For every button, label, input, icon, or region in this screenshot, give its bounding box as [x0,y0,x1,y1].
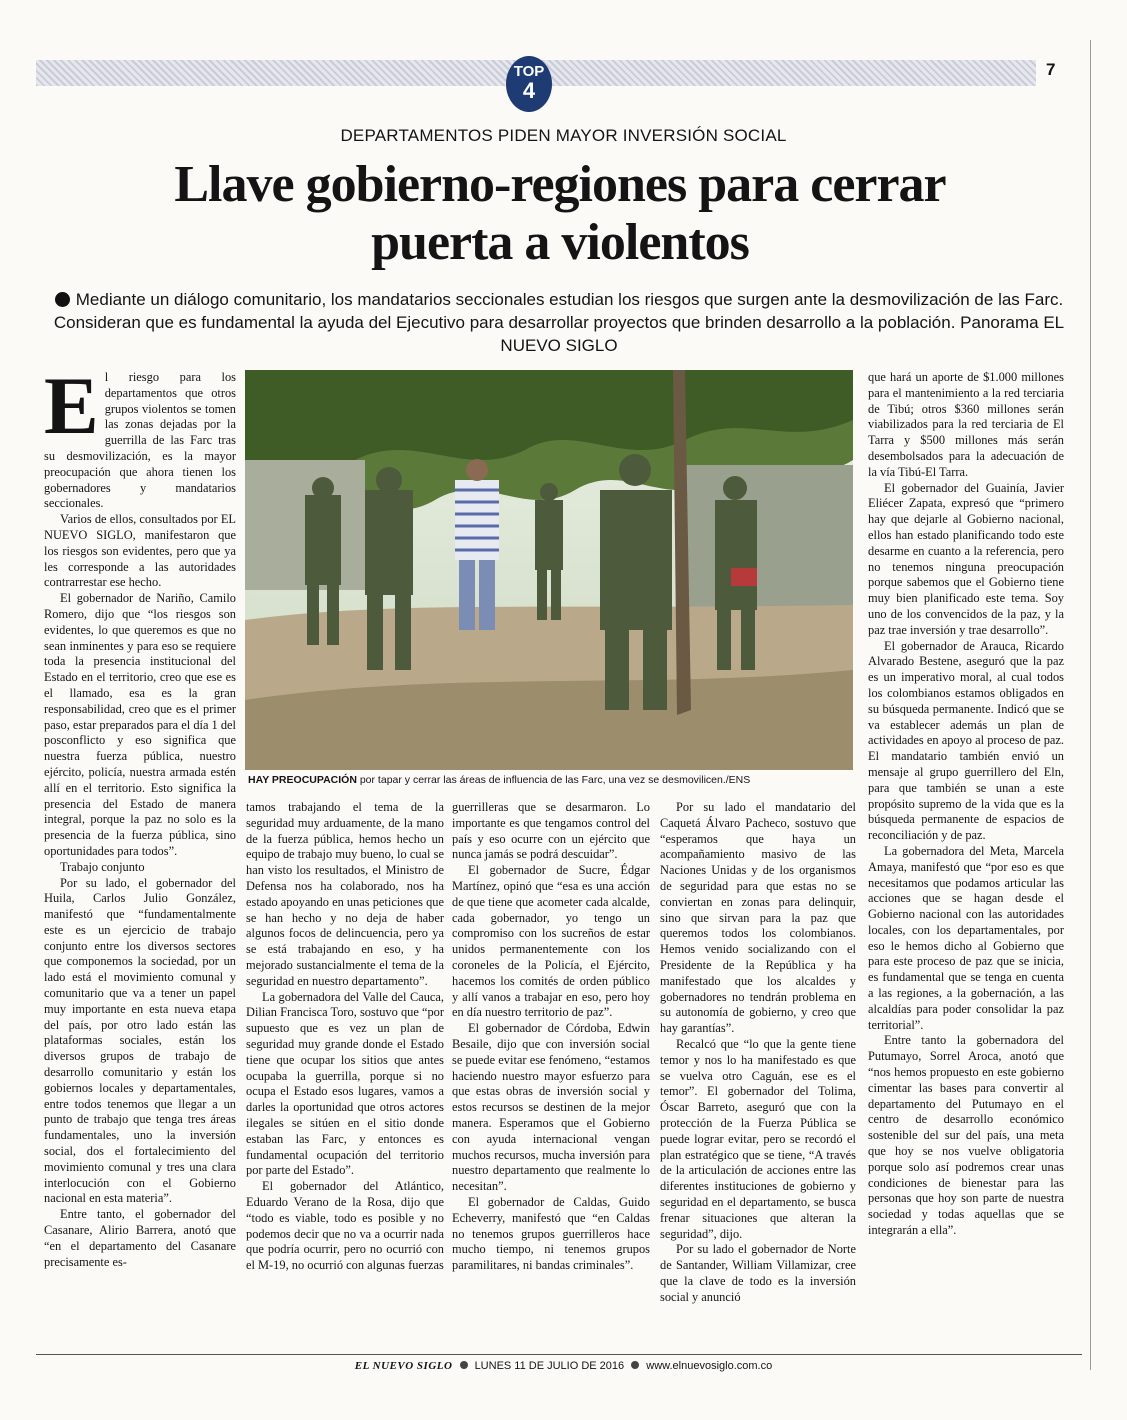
paragraph: Varios de ellos, consultados por EL NUEVO SIGLO, manifestaron que los riesgos son evidentes, pero que ya les corresponde a las autoridades contrarrestar ese hecho. [44,512,236,590]
paragraph: El gobernador del Atlántico, Eduardo Verano de la Rosa, dijo que “todo es viable, todo es posible y no podemos decir que no va a ocurrir nada que podría ocurrir, pero no ocurrió con el M-19, no ocurrió con algunas fuerzas [246,1179,444,1273]
dropcap: E [44,360,99,451]
deck [44,288,1074,357]
footer-date: LUNES 11 DE JULIO DE 2016 [474,1360,625,1372]
paragraph: El gobernador de Sucre, Édgar Martínez, opinó que “esa es una acción de que tiene que acometer cada alcalde, cada gobernador, yo tengo un compromiso con los sucreños de estar unidos permanentemente con los coroneles de la Policía, el Ejército, hacemos los comités de orden público y allí vanos a trabajar en eso, pero hoy en día nuestro territorio de paz”. [452,863,650,1020]
paragraph: El gobernador de Córdoba, Edwin Besaile, dijo que con inversión social se puede evitar ese fenómeno, “estamos haciendo nuestro mayor esfuerzo para que estas obras de inversión social y estos recursos se destinen de la mejor manera. Esperamos que el Gobierno con ayuda internacional vengan muchos recursos, mucha inversión para nuestro departamento que realmente lo necesitan”. [452,1021,650,1194]
paragraph [44,360,236,512]
column-3 [452,800,650,1274]
caption-text: por tapar y cerrar las áreas de influencia de las Farc, una vez se desmovilicen./ENS [356,774,751,786]
news-photo [245,370,853,770]
page-number: 7 [1046,60,1056,79]
paragraph: El gobernador de Nariño, Camilo Romero, dijo que “los riesgos son evidentes, lo que queremos es que no sean inminentes y para eso se requiere toda la presencia institucional del Estado en el territorio, creo que ese es el llamado, esa es la gran responsabilidad, creo que es el primer paso, estar preparados para el día 1 del posconflicto y eso significa que nuestra fuerza pública, nuestro ejército, policía, nuestra armada estén allí en el territorio. Esto significa la presencia del Estado de manera integral, porque la paz no solo es la presencia de la fuerza pública, sino oportunidades para todos”. [44,591,236,858]
badge-top-label: TOP [513,63,545,80]
caption-bold: HAY PREOCUPACIÓN [248,774,357,786]
top4-badge [506,56,552,112]
paragraph: La gobernadora del Valle del Cauca, Dilian Francisca Toro, sostuvo que “por supuesto que es vez un plan de seguridad muy grande donde el Estado tiene que ocupar los sitios que antes ocupaba la guerrilla, porque si no ocupa el Estado esos lugares, vamos a darles la oportunidad que otros actores ilegales se sitúen en el sitio donde estaban las Farc, y entonces es fundamental ocupación del territorio por parte del Estado”. [246,989,444,1178]
headline [60,156,1060,272]
paragraph: Recalcó que “lo que la gente tiene temor y nos lo ha manifestado es que se vuelva otro Caguán, ese es el temor”. El gobernador del Tolima, Óscar Barreto, aseguró que con la protección de la Fuerza Pública se puede lograr evitar, pero se recordó el plan estratégico que se tiene, “A través de la articulación de acciones entre las diferentes instituciones de gobierno y seguridad en el departamento, se busca frenar situaciones que alteran la seguridad”, dijo. [660,1036,856,1241]
badge-number: 4 [522,78,536,103]
paragraph: Por su lado, el gobernador del Huila, Carlos Julio González, manifestó que “fundamentalmente este es un ejercicio de trabajo conjunto entre los diversos sectores que componemos la sociedad, por un lado está el movimiento comunal y comunitario que va a tener un papel muy importante en esta nueva etapa del país, por otro lado están las plataformas sociales, están los diversos grupos de trabajo de desarrollo comunitario y están los gobiernos locales y departamentales, entre todos tenemos que llegar a un punto de trabajo que tenga tres áreas fundamentales, uno la inversión social, dos el fortalecimiento del movimiento comunal y tres una clara interlocución con el Gobierno nacional en esta materia”. [44,875,236,1206]
paragraph: El gobernador de Caldas, Guido Echeverry, manifestó que “en Caldas no tenemos grupos guerrilleros hace mucho tiempo, ni tenemos grupos paramilitares, ni bandas criminales”. [452,1194,650,1273]
paragraph: El gobernador del Guainía, Javier Eliécer Zapata, expresó que “primero hay que dejarle al Gobierno nacional, ellos han estado planificando todo este desarme en cuanto a la referencia, pero no tenemos ninguna preocupación porque sabemos que el Gobierno tiene muy bien planificado este tema. Soy uno de los convencidos de la paz, y la paz trae inversión y trae desarrollo”. [868,480,1064,637]
paragraph: que hará un aporte de $1.000 millones para el mantenimiento a la red terciaria de Tibú; otros $360 millones serán viabilizados para la red terciaria de El Tarra y $500 millones más serán desembolsados para la adecuación de la vía Tibú-El Tarra. [868,370,1064,479]
separator-dot-icon [460,1361,468,1369]
deck-text: Mediante un diálogo comunitario, los mandatarios seccionales estudian los riesgos que surgen ante la desmovilización de las Farc. Consideran que es fundamental la ayuda del Ejecutivo para desarrollar proyectos que brinden desarrollo a la población. Panorama EL NUEVO SIGLO [53,290,1065,355]
paragraph: tamos trabajando el tema de la seguridad muy arduamente, de la mano de la fuerza pública, hemos hecho un equipo de trabajo muy bueno, lo cual se han visto los resultados, el Ministro de Defensa nos ha colaborado, nos ha estado apoyando en unas peticiones que se han hecho y no deja de haber algunos focos de delincuencia, pero ya se está trabajando en eso, y ha mejorado sustancialmente el tema de la seguridad en nuestro departamento”. [246,800,444,988]
paragraph: Entre tanto, el gobernador del Casanare, Alirio Barrera, anotó que “en el departamento del Casanare precisamente es- [44,1207,236,1269]
footer-rule [36,1354,1082,1355]
footer [0,1360,1127,1372]
page-edge-line [1090,40,1091,1370]
paragraph: Por su lado el gobernador de Norte de Santander, William Villamizar, cree que la clave de todo es la inversión social y anunció [660,1242,856,1304]
bullet-icon [55,292,70,307]
paragraph: Entre tanto la gobernadora del Putumayo, Sorrel Aroca, anotó que “nos hemos propuesto en este gobierno cimentar las bases para convertir al departamento del Putumayo en el centro de desarrollo económico sostenible del sur del país, una meta que hoy se nos vuelve obligatoria porque solo así podremos crear unas condiciones de bienestar para las personas que hoy son parte de nuestra sociedad y todas aquellas que se integrarán a ella”. [868,1033,1064,1238]
paragraph: guerrilleras que se desarmaron. Lo importante es que tengamos control del país y eso ocurre con un ejército que nunca jamás se podrá descuidar”. [452,800,650,862]
footer-brand: EL NUEVO SIGLO [354,1360,453,1372]
soldiers-photo-illustration [245,370,853,770]
column-4 [660,800,856,1306]
subheading: Trabajo conjunto [60,859,145,874]
headline-line-1: Llave gobierno-regiones para cerrar [174,156,946,213]
column-1 [44,360,236,1270]
photo-caption [248,774,854,787]
paragraph-text: l riesgo para los departamentos que otros grupos violentos se tomen las zonas dejadas por la guerrilla de las Farc tras su desmovilización, es la mayor preocupación que ahora tienen los gobernadores y mandatarios seccionales. [44,370,236,511]
separator-dot-icon [631,1361,639,1369]
column-5 [868,370,1064,1239]
paragraph: El gobernador de Arauca, Ricardo Alvarado Bestene, aseguró que la paz es un imperativo moral, al cual todos los colombianos estamos obligados en su búsqueda permanente. Indicó que se va establecer además un plan de actividades en apoyo al proceso de paz. El mandatario también envió un mensaje al grupo guerrillero del Eln, para que también se unan a este propósito supremo de la vida que es la búsqueda permanente de espacios de reconciliación y de paz. [868,638,1064,843]
headline-line-2: puerta a violentos [371,214,749,271]
kicker: DEPARTAMENTOS PIDEN MAYOR INVERSIÓN SOCIAL [340,126,787,145]
footer-url: www.elnuevosiglo.com.co [646,1360,773,1372]
paragraph: La gobernadora del Meta, Marcela Amaya, manifestó que “por eso es que necesitamos que podamos articular las acciones que se hagan desde el Gobierno nacional con las autoridades locales, con los departamentales, por eso le hemos dicho al Gobierno que para este proceso de paz que se inicia, es fundamental que se tenga en cuenta a las regiones, a la gobernación, a las alcaldías para poder consolidar la paz territorial”. [868,843,1064,1032]
paragraph: Por su lado el mandatario del Caquetá Álvaro Pacheco, sostuvo que “esperamos que haya un acompañamiento masivo de las Naciones Unidas y de los organismos de seguridad para que estas no se conviertan en zonas para delinquir, sino que sirvan para la paz que queremos todos los colombianos. Hemos venido socializando con el Presidente de la República y ha manifestado que los alcaldes y gobernadores no tendrán problema en su autonomía de gobierno, y creo que hay garantías”. [660,800,856,1036]
column-2 [246,800,444,1274]
